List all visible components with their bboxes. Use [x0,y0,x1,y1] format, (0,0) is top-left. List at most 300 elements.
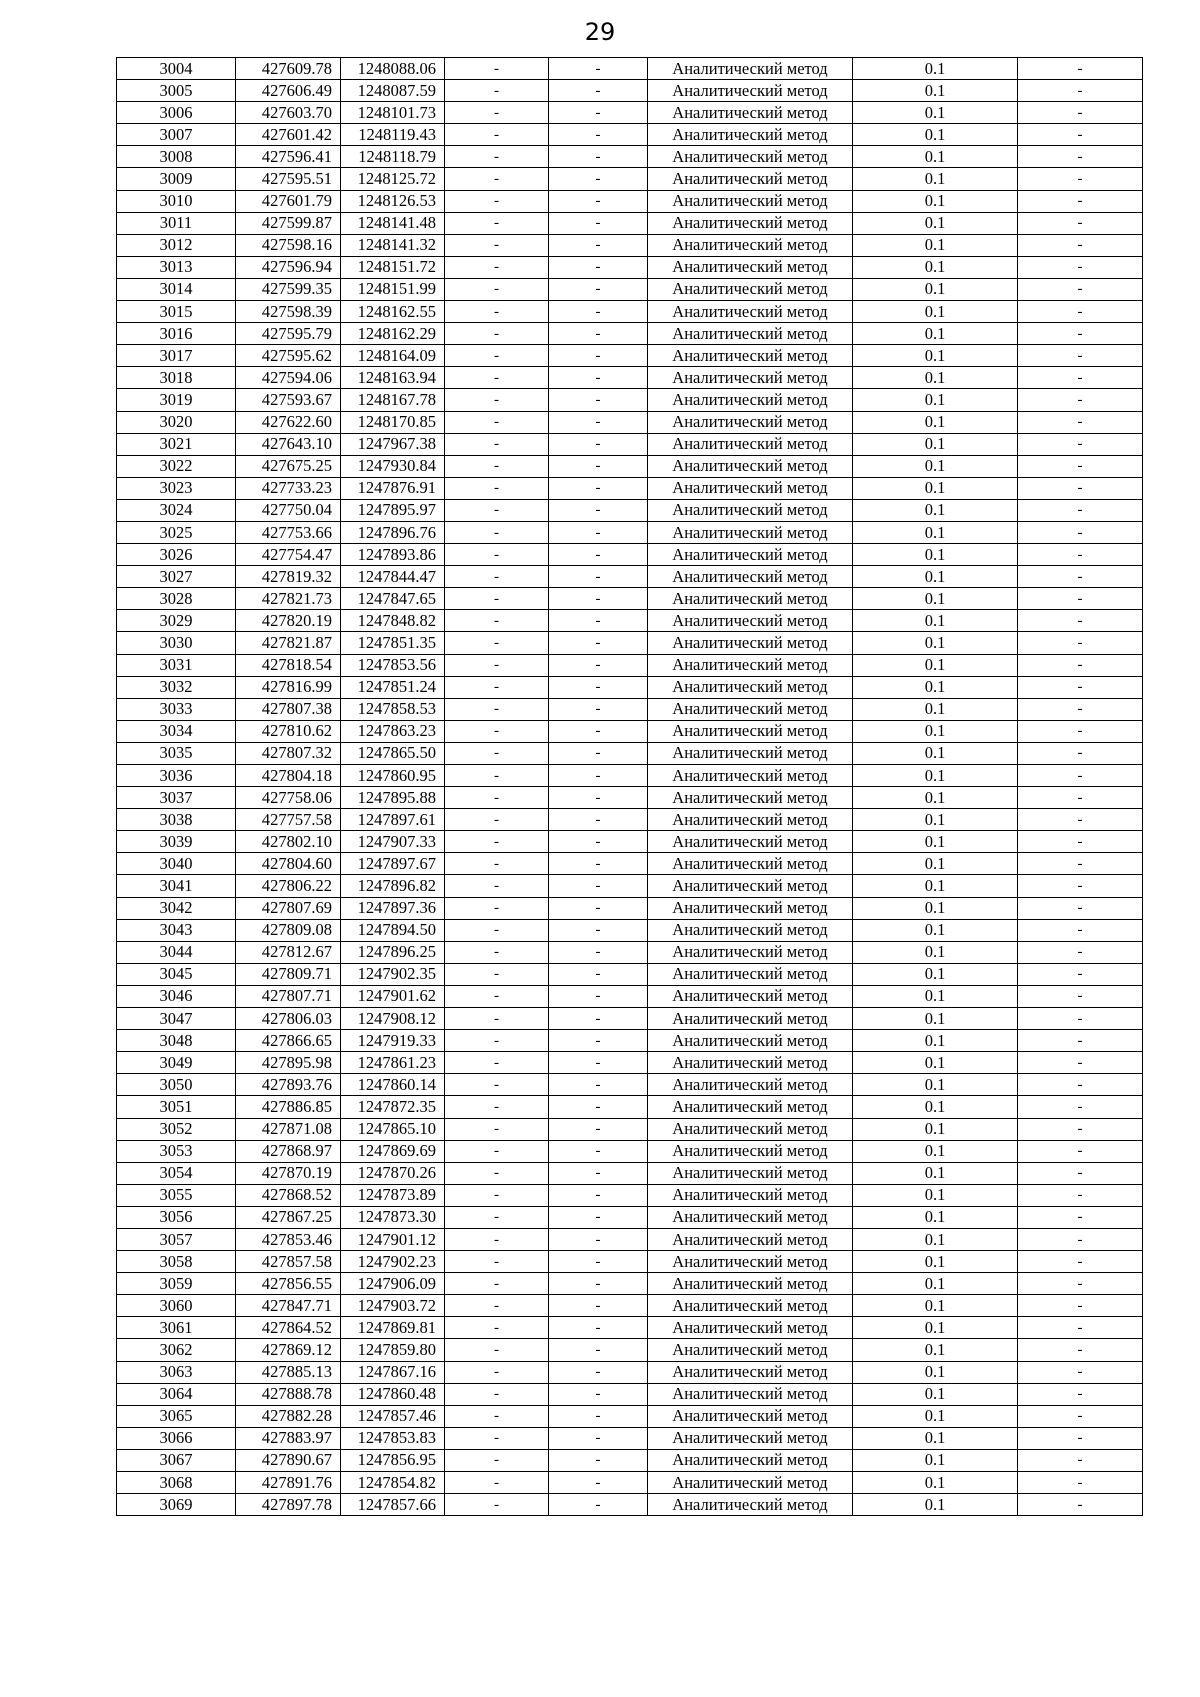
empty-value-cell: - [1018,1361,1143,1383]
y-coordinate-cell: 1247903.72 [341,1295,445,1317]
table-row [117,1273,1143,1295]
point-number-cell: 3009 [117,168,236,190]
accuracy-cell: 0.1 [853,765,1018,787]
point-number-cell: 3007 [117,124,236,146]
y-coordinate-cell: 1247896.25 [341,941,445,963]
accuracy-cell: 0.1 [853,1140,1018,1162]
method-cell: Аналитический метод [648,566,853,588]
empty-value-cell: - [445,1206,549,1228]
empty-value-cell: - [445,433,549,455]
method-cell: Аналитический метод [648,1206,853,1228]
empty-value-cell: - [445,875,549,897]
empty-value-cell: - [549,1383,648,1405]
empty-value-cell: - [549,124,648,146]
empty-value-cell: - [445,1074,549,1096]
empty-value-cell: - [445,1273,549,1295]
empty-value-cell: - [549,1494,648,1516]
empty-value-cell: - [549,1472,648,1494]
table-row [117,168,1143,190]
empty-value-cell: - [549,433,648,455]
method-cell: Аналитический метод [648,1449,853,1471]
empty-value-cell: - [445,102,549,124]
method-cell: Аналитический метод [648,853,853,875]
empty-value-cell: - [1018,588,1143,610]
x-coordinate-cell: 427885.13 [236,1361,341,1383]
empty-value-cell: - [549,1162,648,1184]
empty-value-cell: - [445,1184,549,1206]
accuracy-cell: 0.1 [853,1383,1018,1405]
accuracy-cell: 0.1 [853,1317,1018,1339]
method-cell: Аналитический метод [648,875,853,897]
x-coordinate-cell: 427812.67 [236,941,341,963]
accuracy-cell: 0.1 [853,787,1018,809]
table-row [117,566,1143,588]
table-row [117,985,1143,1007]
y-coordinate-cell: 1247896.82 [341,875,445,897]
accuracy-cell: 0.1 [853,1030,1018,1052]
y-coordinate-cell: 1247870.26 [341,1162,445,1184]
empty-value-cell: - [549,1096,648,1118]
accuracy-cell: 0.1 [853,1251,1018,1273]
table-row [117,102,1143,124]
x-coordinate-cell: 427847.71 [236,1295,341,1317]
empty-value-cell: - [549,544,648,566]
empty-value-cell: - [549,521,648,543]
empty-value-cell: - [1018,1427,1143,1449]
table-row [117,389,1143,411]
accuracy-cell: 0.1 [853,367,1018,389]
point-number-cell: 3018 [117,367,236,389]
empty-value-cell: - [445,80,549,102]
table-row [117,323,1143,345]
y-coordinate-cell: 1248088.06 [341,58,445,80]
empty-value-cell: - [1018,1383,1143,1405]
empty-value-cell: - [445,234,549,256]
table-row [117,499,1143,521]
empty-value-cell: - [445,411,549,433]
accuracy-cell: 0.1 [853,919,1018,941]
method-cell: Аналитический метод [648,897,853,919]
table-row [117,676,1143,698]
x-coordinate-cell: 427893.76 [236,1074,341,1096]
accuracy-cell: 0.1 [853,256,1018,278]
table-row [117,212,1143,234]
method-cell: Аналитический метод [648,1405,853,1427]
table-row [117,190,1143,212]
empty-value-cell: - [445,1096,549,1118]
empty-value-cell: - [1018,146,1143,168]
accuracy-cell: 0.1 [853,831,1018,853]
method-cell: Аналитический метод [648,1251,853,1273]
table-row [117,455,1143,477]
empty-value-cell: - [445,1030,549,1052]
empty-value-cell: - [1018,1494,1143,1516]
empty-value-cell: - [1018,367,1143,389]
table-row [117,1052,1143,1074]
empty-value-cell: - [1018,278,1143,300]
empty-value-cell: - [1018,720,1143,742]
empty-value-cell: - [445,588,549,610]
empty-value-cell: - [549,190,648,212]
point-number-cell: 3037 [117,787,236,809]
accuracy-cell: 0.1 [853,345,1018,367]
empty-value-cell: - [1018,1074,1143,1096]
empty-value-cell: - [445,124,549,146]
empty-value-cell: - [549,323,648,345]
x-coordinate-cell: 427595.79 [236,323,341,345]
point-number-cell: 3035 [117,742,236,764]
table-row [117,124,1143,146]
empty-value-cell: - [1018,124,1143,146]
method-cell: Аналитический метод [648,831,853,853]
y-coordinate-cell: 1247851.35 [341,632,445,654]
empty-value-cell: - [445,168,549,190]
page-number: 29 [584,18,616,46]
accuracy-cell: 0.1 [853,1295,1018,1317]
empty-value-cell: - [1018,831,1143,853]
empty-value-cell: - [445,544,549,566]
x-coordinate-cell: 427816.99 [236,676,341,698]
y-coordinate-cell: 1247895.97 [341,499,445,521]
empty-value-cell: - [445,1383,549,1405]
table-row [117,477,1143,499]
point-number-cell: 3024 [117,499,236,521]
method-cell: Аналитический метод [648,941,853,963]
empty-value-cell: - [1018,919,1143,941]
accuracy-cell: 0.1 [853,1052,1018,1074]
empty-value-cell: - [445,1361,549,1383]
empty-value-cell: - [549,985,648,1007]
empty-value-cell: - [549,278,648,300]
y-coordinate-cell: 1247896.76 [341,521,445,543]
accuracy-cell: 0.1 [853,1228,1018,1250]
accuracy-cell: 0.1 [853,1162,1018,1184]
y-coordinate-cell: 1247967.38 [341,433,445,455]
method-cell: Аналитический метод [648,301,853,323]
point-number-cell: 3025 [117,521,236,543]
empty-value-cell: - [549,588,648,610]
y-coordinate-cell: 1248101.73 [341,102,445,124]
accuracy-cell: 0.1 [853,124,1018,146]
accuracy-cell: 0.1 [853,190,1018,212]
empty-value-cell: - [1018,1251,1143,1273]
method-cell: Аналитический метод [648,787,853,809]
empty-value-cell: - [549,676,648,698]
x-coordinate-cell: 427603.70 [236,102,341,124]
y-coordinate-cell: 1247861.23 [341,1052,445,1074]
table-row [117,433,1143,455]
x-coordinate-cell: 427594.06 [236,367,341,389]
table-row [117,1184,1143,1206]
accuracy-cell: 0.1 [853,477,1018,499]
point-number-cell: 3040 [117,853,236,875]
table-row [117,831,1143,853]
accuracy-cell: 0.1 [853,1096,1018,1118]
accuracy-cell: 0.1 [853,1449,1018,1471]
empty-value-cell: - [1018,809,1143,831]
point-number-cell: 3053 [117,1140,236,1162]
method-cell: Аналитический метод [648,765,853,787]
method-cell: Аналитический метод [648,190,853,212]
empty-value-cell: - [1018,1472,1143,1494]
accuracy-cell: 0.1 [853,985,1018,1007]
method-cell: Аналитический метод [648,1339,853,1361]
point-number-cell: 3066 [117,1427,236,1449]
x-coordinate-cell: 427864.52 [236,1317,341,1339]
y-coordinate-cell: 1247847.65 [341,588,445,610]
empty-value-cell: - [549,58,648,80]
y-coordinate-cell: 1247873.89 [341,1184,445,1206]
y-coordinate-cell: 1247897.36 [341,897,445,919]
y-coordinate-cell: 1248170.85 [341,411,445,433]
accuracy-cell: 0.1 [853,389,1018,411]
empty-value-cell: - [549,1140,648,1162]
point-number-cell: 3015 [117,301,236,323]
empty-value-cell: - [445,1405,549,1427]
method-cell: Аналитический метод [648,963,853,985]
empty-value-cell: - [549,80,648,102]
empty-value-cell: - [445,610,549,632]
method-cell: Аналитический метод [648,1472,853,1494]
empty-value-cell: - [1018,963,1143,985]
point-number-cell: 3050 [117,1074,236,1096]
empty-value-cell: - [445,765,549,787]
accuracy-cell: 0.1 [853,411,1018,433]
empty-value-cell: - [445,345,549,367]
x-coordinate-cell: 427870.19 [236,1162,341,1184]
table-row [117,610,1143,632]
method-cell: Аналитический метод [648,610,853,632]
x-coordinate-cell: 427853.46 [236,1228,341,1250]
accuracy-cell: 0.1 [853,1074,1018,1096]
point-number-cell: 3036 [117,765,236,787]
empty-value-cell: - [1018,301,1143,323]
point-number-cell: 3028 [117,588,236,610]
table-row [117,1427,1143,1449]
x-coordinate-cell: 427802.10 [236,831,341,853]
method-cell: Аналитический метод [648,1162,853,1184]
x-coordinate-cell: 427871.08 [236,1118,341,1140]
empty-value-cell: - [1018,499,1143,521]
table-row [117,1295,1143,1317]
empty-value-cell: - [445,301,549,323]
y-coordinate-cell: 1248119.43 [341,124,445,146]
empty-value-cell: - [549,146,648,168]
empty-value-cell: - [445,1228,549,1250]
empty-value-cell: - [549,1074,648,1096]
point-number-cell: 3033 [117,698,236,720]
table-row [117,742,1143,764]
empty-value-cell: - [1018,875,1143,897]
x-coordinate-cell: 427809.71 [236,963,341,985]
accuracy-cell: 0.1 [853,212,1018,234]
method-cell: Аналитический метод [648,1052,853,1074]
x-coordinate-cell: 427593.67 [236,389,341,411]
point-number-cell: 3043 [117,919,236,941]
x-coordinate-cell: 427754.47 [236,544,341,566]
point-number-cell: 3069 [117,1494,236,1516]
empty-value-cell: - [445,919,549,941]
point-number-cell: 3038 [117,809,236,831]
table-row [117,1472,1143,1494]
x-coordinate-cell: 427675.25 [236,455,341,477]
point-number-cell: 3063 [117,1361,236,1383]
point-number-cell: 3065 [117,1405,236,1427]
method-cell: Аналитический метод [648,1427,853,1449]
method-cell: Аналитический метод [648,477,853,499]
table-row [117,278,1143,300]
empty-value-cell: - [445,1494,549,1516]
table-row [117,1228,1143,1250]
empty-value-cell: - [549,742,648,764]
y-coordinate-cell: 1247895.88 [341,787,445,809]
table-row [117,1383,1143,1405]
accuracy-cell: 0.1 [853,941,1018,963]
y-coordinate-cell: 1247860.48 [341,1383,445,1405]
point-number-cell: 3026 [117,544,236,566]
method-cell: Аналитический метод [648,588,853,610]
point-number-cell: 3006 [117,102,236,124]
y-coordinate-cell: 1248118.79 [341,146,445,168]
empty-value-cell: - [549,367,648,389]
y-coordinate-cell: 1248167.78 [341,389,445,411]
accuracy-cell: 0.1 [853,80,1018,102]
accuracy-cell: 0.1 [853,499,1018,521]
point-number-cell: 3027 [117,566,236,588]
x-coordinate-cell: 427869.12 [236,1339,341,1361]
empty-value-cell: - [549,1427,648,1449]
x-coordinate-cell: 427868.52 [236,1184,341,1206]
point-number-cell: 3044 [117,941,236,963]
y-coordinate-cell: 1247858.53 [341,698,445,720]
point-number-cell: 3014 [117,278,236,300]
empty-value-cell: - [549,1361,648,1383]
table-row [117,301,1143,323]
table-row [117,411,1143,433]
empty-value-cell: - [549,853,648,875]
method-cell: Аналитический метод [648,433,853,455]
method-cell: Аналитический метод [648,1295,853,1317]
empty-value-cell: - [1018,676,1143,698]
empty-value-cell: - [445,455,549,477]
empty-value-cell: - [445,963,549,985]
y-coordinate-cell: 1247857.66 [341,1494,445,1516]
empty-value-cell: - [549,212,648,234]
empty-value-cell: - [1018,1184,1143,1206]
empty-value-cell: - [445,1339,549,1361]
table-row [117,80,1143,102]
accuracy-cell: 0.1 [853,1427,1018,1449]
table-row [117,58,1143,80]
empty-value-cell: - [1018,234,1143,256]
table-row [117,1030,1143,1052]
empty-value-cell: - [1018,544,1143,566]
accuracy-cell: 0.1 [853,1361,1018,1383]
table-row [117,1074,1143,1096]
empty-value-cell: - [1018,323,1143,345]
empty-value-cell: - [549,654,648,676]
y-coordinate-cell: 1247894.50 [341,919,445,941]
accuracy-cell: 0.1 [853,301,1018,323]
empty-value-cell: - [445,1008,549,1030]
y-coordinate-cell: 1247860.95 [341,765,445,787]
point-number-cell: 3042 [117,897,236,919]
y-coordinate-cell: 1248141.48 [341,212,445,234]
point-number-cell: 3056 [117,1206,236,1228]
accuracy-cell: 0.1 [853,146,1018,168]
empty-value-cell: - [445,1251,549,1273]
accuracy-cell: 0.1 [853,1339,1018,1361]
empty-value-cell: - [445,212,549,234]
y-coordinate-cell: 1247844.47 [341,566,445,588]
empty-value-cell: - [549,256,648,278]
table-row [117,345,1143,367]
accuracy-cell: 0.1 [853,455,1018,477]
empty-value-cell: - [1018,1317,1143,1339]
method-cell: Аналитический метод [648,1383,853,1405]
x-coordinate-cell: 427806.03 [236,1008,341,1030]
empty-value-cell: - [1018,742,1143,764]
empty-value-cell: - [1018,58,1143,80]
x-coordinate-cell: 427606.49 [236,80,341,102]
accuracy-cell: 0.1 [853,521,1018,543]
empty-value-cell: - [1018,1295,1143,1317]
method-cell: Аналитический метод [648,58,853,80]
table-row [117,765,1143,787]
x-coordinate-cell: 427820.19 [236,610,341,632]
empty-value-cell: - [1018,455,1143,477]
table-row [117,720,1143,742]
empty-value-cell: - [549,168,648,190]
y-coordinate-cell: 1247859.80 [341,1339,445,1361]
y-coordinate-cell: 1247897.61 [341,809,445,831]
empty-value-cell: - [445,1140,549,1162]
empty-value-cell: - [549,389,648,411]
point-number-cell: 3004 [117,58,236,80]
empty-value-cell: - [549,234,648,256]
x-coordinate-cell: 427595.62 [236,345,341,367]
empty-value-cell: - [1018,389,1143,411]
method-cell: Аналитический метод [648,654,853,676]
x-coordinate-cell: 427598.39 [236,301,341,323]
table-row [117,1206,1143,1228]
point-number-cell: 3023 [117,477,236,499]
empty-value-cell: - [445,499,549,521]
empty-value-cell: - [1018,610,1143,632]
empty-value-cell: - [1018,1096,1143,1118]
table-row [117,1118,1143,1140]
x-coordinate-cell: 427886.85 [236,1096,341,1118]
y-coordinate-cell: 1248151.99 [341,278,445,300]
x-coordinate-cell: 427643.10 [236,433,341,455]
empty-value-cell: - [445,985,549,1007]
x-coordinate-cell: 427819.32 [236,566,341,588]
table-row [117,787,1143,809]
empty-value-cell: - [1018,1405,1143,1427]
table-row [117,1449,1143,1471]
point-number-cell: 3039 [117,831,236,853]
y-coordinate-cell: 1247867.16 [341,1361,445,1383]
x-coordinate-cell: 427601.79 [236,190,341,212]
point-number-cell: 3016 [117,323,236,345]
empty-value-cell: - [549,477,648,499]
y-coordinate-cell: 1247902.35 [341,963,445,985]
table-row [117,698,1143,720]
accuracy-cell: 0.1 [853,323,1018,345]
empty-value-cell: - [549,720,648,742]
empty-value-cell: - [1018,433,1143,455]
method-cell: Аналитический метод [648,345,853,367]
